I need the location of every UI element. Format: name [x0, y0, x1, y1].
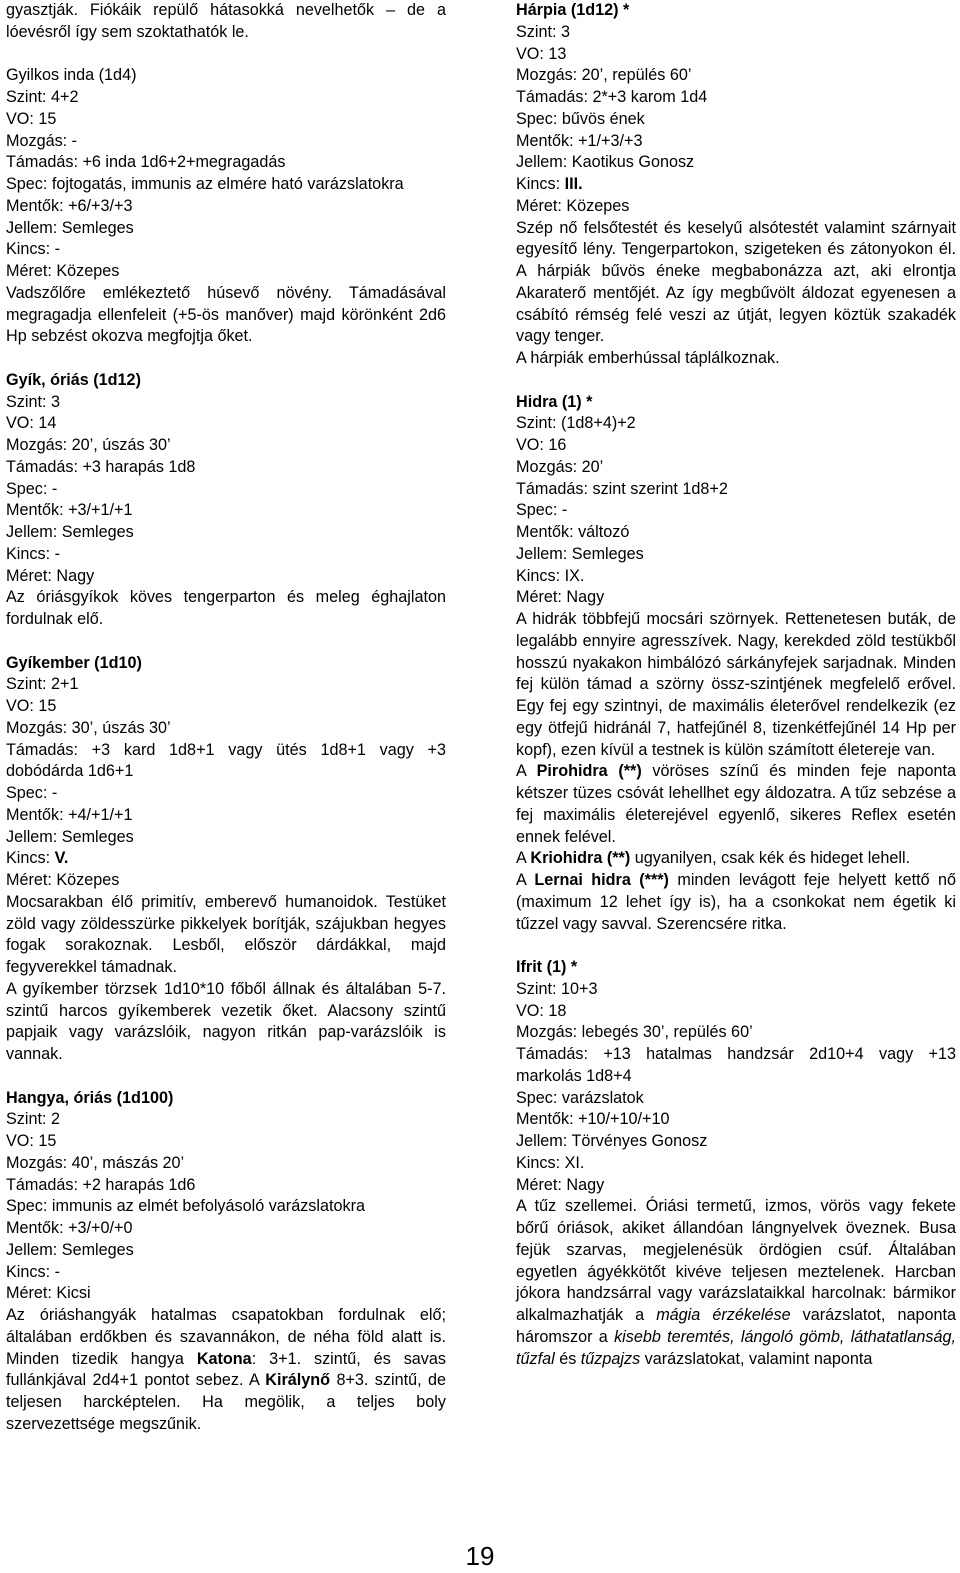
- stat-line: VO: 15: [6, 1132, 57, 1150]
- desc-text: és: [554, 1349, 581, 1368]
- stat-line: Mozgás: 20’, úszás 30’: [6, 436, 171, 454]
- stat-line: Spec: varázslatok: [516, 1088, 644, 1107]
- stat-line: Mentők: +1/+3/+3: [516, 131, 643, 150]
- intro-paragraph: gyasztják. Fiókáik repülő hátasokká nevelhetők – de a lóevésről így sem szoktathatók le.: [6, 1, 446, 41]
- desc-bold-term: Kriohidra (**): [530, 849, 631, 868]
- stat-line: Kincs: XI.: [516, 1153, 585, 1172]
- desc-bold-term: Pirohidra (**): [536, 762, 642, 781]
- stat-line: Jellem: Semleges: [6, 827, 134, 846]
- stat-line: Spec: immunis az elmét befolyásoló varázslatokra: [6, 1197, 365, 1216]
- variant-lernai-hidra: [516, 870, 956, 935]
- desc-text: 8+3. szintű, de teljesen harcképtelen. Ha megölik, a teljes boly szervezettsége megszűnik.: [6, 1371, 446, 1433]
- desc-text: minden levágott feje helyett kettő nő (maximum 12 lehet így is), ha a csonkokat nem égetik ki tűzzel vagy savval. Szerencsére ritka.: [516, 871, 956, 933]
- stat-line: Méret: Nagy: [516, 1175, 605, 1194]
- stat-line: VO: 15: [6, 697, 57, 715]
- desc-italic-term: mágia érzékelése: [656, 1306, 791, 1324]
- stat-line: Spec: fojtogatás, immunis az elmére ható varázslatokra: [6, 175, 404, 193]
- stat-line: Szint: 10+3: [516, 979, 598, 998]
- stat-line: Jellem: Semleges: [6, 218, 134, 237]
- stat-line: Szint: 2+1: [6, 675, 79, 694]
- desc-italic-term: kisebb teremtés, lángoló gömb, láthatatlanság, tűzfal: [516, 1327, 956, 1368]
- stat-line: VO: 16: [516, 436, 567, 454]
- stat-line: VO: 18: [516, 1001, 567, 1020]
- stat-line: Mentők: +6/+3/+3: [6, 196, 133, 215]
- stat-line: Mozgás: 30’, úszás 30’: [6, 718, 171, 737]
- stat-line: Kincs: -: [6, 1262, 60, 1281]
- stat-line: Mozgás: -: [6, 131, 78, 150]
- stat-line: Mentők: változó: [516, 523, 630, 541]
- stat-line: Méret: Közepes: [6, 871, 120, 889]
- desc-text: : 3+1. szintű, és savas fullánkjával 2d4+1 pontot sebez. A: [6, 1349, 446, 1390]
- entry-description: [6, 1305, 446, 1436]
- desc-text: varázslatokat, valamint naponta: [640, 1349, 873, 1368]
- stat-line: Mozgás: 20’, repülés 60’: [516, 66, 692, 85]
- stat-line: Méret: Nagy: [6, 566, 95, 585]
- entry-title: Gyíkember (1d10): [6, 653, 142, 672]
- stat-line: Kincs: IX.: [516, 566, 585, 585]
- entry-description: [516, 1196, 956, 1370]
- stat-line: Mozgás: 20’: [516, 457, 604, 476]
- stat-line: Szint: 3: [516, 22, 570, 41]
- stat-line: Szint: 2: [6, 1110, 60, 1129]
- stat-line: Méret: Nagy: [516, 588, 605, 607]
- entry-ifrit: [516, 957, 956, 1370]
- right-column: [516, 0, 956, 1370]
- stat-line: Méret: Kicsi: [6, 1284, 91, 1303]
- variant-pirohidra: [516, 761, 956, 848]
- entry-title: Gyík, óriás (1d12): [6, 370, 141, 389]
- entry-description: A hárpiák emberhússal táplálkoznak.: [516, 349, 780, 367]
- stat-line: Támadás: +6 inda 1d6+2+megragadás: [6, 153, 286, 172]
- stat-line: Támadás: 2*+3 karom 1d4: [516, 88, 708, 106]
- stat-line: Spec: -: [6, 479, 58, 498]
- entry-description: Vadszőlőre emlékeztető húsevő növény. Támadásával megragadja ellenfeleit (+5-ös manőver) majd körönként 2d6 Hp sebzést okozva megfojtja őket.: [6, 283, 446, 346]
- entry-description: A hidrák többfejű mocsári szörnyek. Rettenetesen buták, de legalább ennyire agresszívek. Nagy, kerekded zöld testükből hosszú nyakakon himbálózó sárkányfejek sarjadnak. Minden fej külön támad a szörny össz-szintjének megfelelő erővel. Egy fej egy szintnyi, de maximális életerővel rendelkezik (ez egy ötfejű hidránál 7, hatfejűnél 8, tizenkétfejűnél 14 Hp per kopf), ezen kívül a testnek is külön számított életereje van.: [516, 610, 956, 759]
- stat-line: VO: 15: [6, 109, 57, 128]
- entry-description: Mocsarakban élő primitív, emberevő humanoidok. Testüket zöld vagy zöldesszürke pikkelyek borítják, szájukban hegyes fogak sorakoznak. Lesből, először dárdákkal, majd fegyverekkel támadnak.: [6, 892, 446, 976]
- stat-line: Kincs: -: [6, 240, 60, 259]
- desc-text: A: [516, 871, 535, 889]
- kincs-value: III.: [564, 175, 583, 193]
- desc-text: A: [516, 849, 531, 868]
- stat-line: Mentők: +3/+0/+0: [6, 1219, 133, 1237]
- entry-gyikember: [6, 653, 446, 1066]
- stat-line: Mozgás: 40’, mászás 20’: [6, 1153, 185, 1172]
- variant-kriohidra: [516, 848, 956, 870]
- stat-line: Méret: Közepes: [516, 196, 630, 215]
- desc-bold-term: Lernai hidra (***): [534, 871, 669, 889]
- stat-line: Jellem: Kaotikus Gonosz: [516, 153, 695, 172]
- stat-line: VO: 14: [6, 414, 57, 433]
- stat-line: Támadás: szint szerint 1d8+2: [516, 479, 728, 498]
- desc-text: ugyanilyen, csak kék és hideget lehell.: [630, 849, 911, 868]
- stat-line: Támadás: +3 harapás 1d8: [6, 457, 196, 476]
- stat-line: [516, 174, 956, 196]
- stat-line: Spec: -: [6, 784, 58, 802]
- stat-line: VO: 13: [516, 44, 567, 63]
- desc-bold-term: Királynő: [265, 1371, 331, 1390]
- stat-line: Jellem: Semleges: [516, 544, 644, 563]
- stat-line: Jellem: Semleges: [6, 523, 134, 541]
- kincs-label: Kincs:: [516, 175, 565, 193]
- entry-gyik-orias: [6, 370, 446, 631]
- stat-line: Jellem: Semleges: [6, 1240, 134, 1259]
- stat-line: Támadás: +3 kard 1d8+1 vagy ütés 1d8+1 vagy +3 dobódárda 1d6+1: [6, 740, 446, 781]
- desc-text: varázslatot, naponta háromszor a: [516, 1306, 956, 1346]
- entry-title: Ifrit (1) *: [516, 958, 578, 976]
- entry-title: Gyilkos inda (1d4): [6, 66, 137, 85]
- stat-line: Szint: (1d8+4)+2: [516, 414, 636, 433]
- kincs-label: Kincs:: [6, 849, 55, 868]
- entry-description: A gyíkember törzsek 1d10*10 főből állnak és általában 5-7. szintű harcos gyíkemberek vezetik őket. Alacsony szintű papjaik vagy varázslóik, nagyon ritkán pap-varázslóik is vannak.: [6, 979, 446, 1063]
- desc-italic-term: tűzpajzs: [580, 1349, 641, 1368]
- stat-line: Mentők: +10/+10/+10: [516, 1110, 670, 1129]
- stat-line: Kincs: -: [6, 544, 60, 563]
- stat-line: Szint: 4+2: [6, 88, 79, 106]
- left-column: [6, 0, 446, 1436]
- page-number: 19: [465, 1541, 495, 1571]
- entry-hidra: [516, 392, 956, 936]
- kincs-value: V.: [54, 849, 69, 868]
- desc-text: Az óriáshangyák hatalmas csapatokban fordulnak elő; általában erdőkben és szavannákon, de néha föld alatt is. Minden tizedik hangya: [6, 1306, 446, 1368]
- stat-line: Jellem: Törvényes Gonosz: [516, 1132, 708, 1150]
- stat-line: Mentők: +4/+1/+1: [6, 805, 133, 824]
- entry-title: Hidra (1) *: [516, 392, 593, 411]
- entry-description: Az óriásgyíkok köves tengerparton és meleg éghajlaton fordulnak elő.: [6, 588, 446, 628]
- entry-title: Hangya, óriás (1d100): [6, 1088, 174, 1107]
- entry-hangya-orias: [6, 1088, 446, 1436]
- stat-line: Mentők: +3/+1/+1: [6, 501, 133, 520]
- stat-line: Mozgás: lebegés 30’, repülés 60’: [516, 1023, 753, 1042]
- entry-description: Szép nő felsőtestét és keselyű alsótestét valamint szárnyait egyesítő lény. Tengerpartokon, szigeteken és zátonyokon él. A hárpiák bűvös éneke megbabonázza azt, aki elrontja Akaraterő mentőjét. Az így megbűvölt áldozat egyenesen a csábító rémség felé veszi az útját, legyen köztük szakadék vagy tenger.: [516, 218, 956, 346]
- stat-line: Spec: -: [516, 501, 568, 520]
- entry-title: Hárpia (1d12) *: [516, 1, 630, 19]
- stat-line: [6, 848, 446, 870]
- desc-text: A tűz szellemei. Óriási termetű, izmos, vörös vagy fekete bőrű óriások, akiket állandóan lángnyelvek öveznek. Busa fejük szarvas, megjelenésük ördögien csúf. Általában egyetlen ágyékkötőt kivéve teljesen meztelenek. Harcban jókora handzsárral vagy varázslataikkal harcolnak: bármikor alkalmazhatják a: [516, 1197, 956, 1324]
- stat-line: Támadás: +13 hatalmas handzsár 2d10+4 vagy +13 markolás 1d8+4: [516, 1045, 956, 1085]
- entry-gyilkos-inda: [6, 65, 446, 348]
- stat-line: Szint: 3: [6, 392, 60, 411]
- stat-line: Méret: Közepes: [6, 262, 120, 280]
- desc-bold-term: Katona: [196, 1349, 252, 1368]
- entry-harpia: [516, 0, 956, 370]
- stat-line: Spec: bűvös ének: [516, 109, 645, 128]
- stat-line: Támadás: +2 harapás 1d6: [6, 1175, 196, 1194]
- desc-text: vöröses színű és minden feje naponta kétszer tüzes csóvát lehellhet egy áldozatra. A tűz sebzése a fej maximális életerejével egyenlő, sikeres Reflex esetén ennek felével.: [516, 762, 956, 846]
- desc-text: A: [516, 762, 537, 781]
